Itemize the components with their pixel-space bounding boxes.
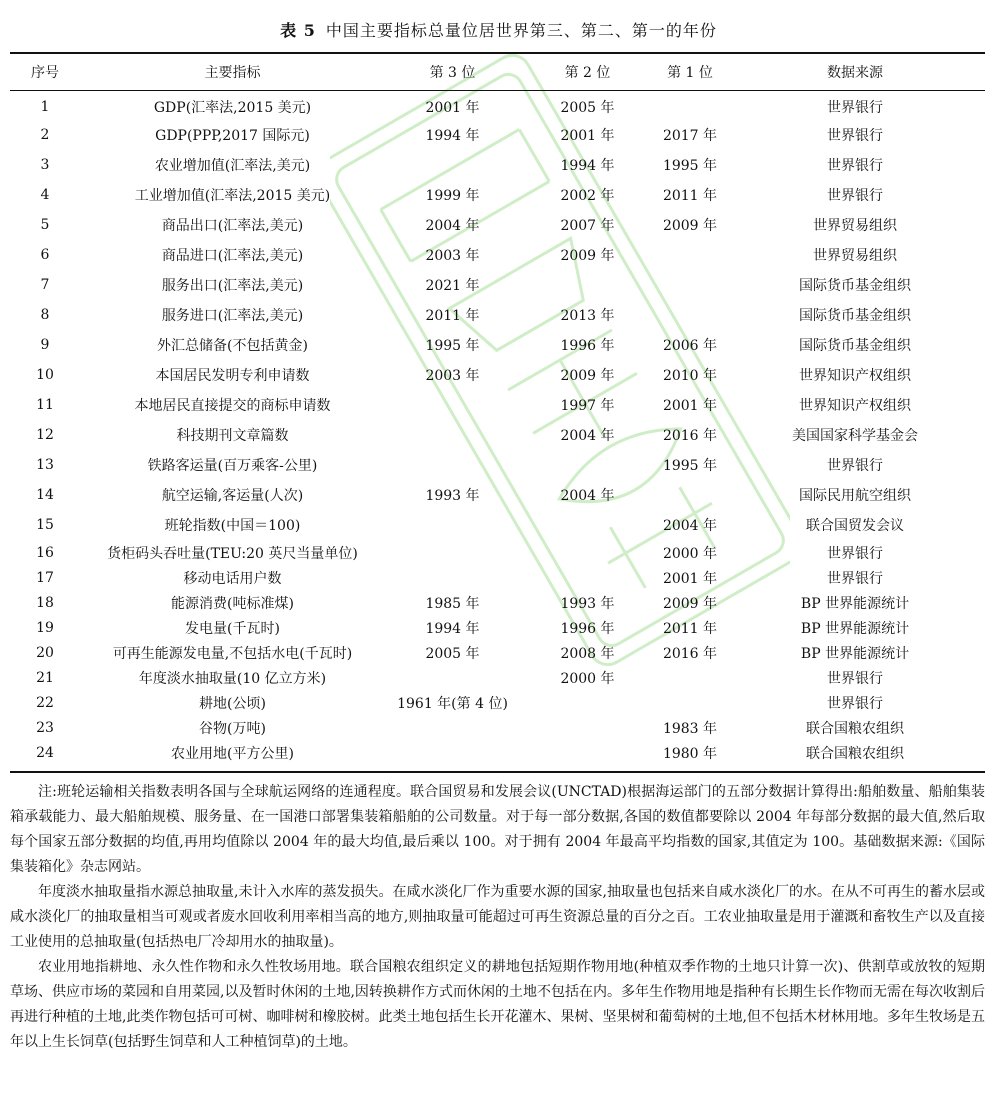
cell-indicator: 年度淡水抽取量(10 亿立方米)	[138, 670, 327, 687]
cell-second	[520, 690, 655, 715]
cell-first: 2016 年	[662, 645, 718, 662]
cell-third: 2003 年	[425, 368, 480, 384]
indicator-table	[10, 54, 985, 765]
cell-third: 2001 年	[425, 100, 480, 116]
cell-second: 2007 年	[560, 218, 615, 234]
cell-no: 24	[36, 744, 54, 761]
cell-first: 2001 年	[662, 570, 718, 587]
cell-source: 世界银行	[827, 695, 883, 712]
table-row	[10, 150, 985, 180]
cell-third: 1995 年	[425, 338, 480, 354]
cell-source: 世界银行	[827, 670, 883, 687]
cell-third: 1994 年	[425, 620, 480, 637]
cell-source: 世界知识产权组织	[799, 368, 911, 384]
cell-source: BP 世界能源统计	[800, 645, 910, 662]
cell-first: 2000 年	[662, 545, 718, 562]
cell-source: 国际货币基金组织	[799, 338, 911, 354]
cell-indicator: 服务出口(汇率法,美元)	[161, 278, 304, 294]
cell-third	[385, 565, 520, 590]
table-row	[10, 120, 985, 150]
table-row	[10, 450, 985, 480]
cell-indicator: 谷物(万吨)	[199, 720, 266, 737]
table-caption	[0, 18, 997, 41]
cell-indicator: 工业增加值(汇率法,2015 美元)	[134, 188, 331, 204]
cell-third	[385, 150, 520, 180]
cell-first	[655, 270, 725, 300]
table-row	[10, 640, 985, 665]
cell-no: 7	[40, 277, 50, 293]
cell-no: 9	[40, 337, 50, 353]
table-row	[10, 480, 985, 510]
cell-second	[520, 740, 655, 765]
cell-first: 2006 年	[662, 338, 718, 354]
cell-second	[520, 450, 655, 480]
cell-second: 1996 年	[560, 620, 615, 637]
cell-second: 2000 年	[560, 670, 615, 687]
cell-no: 15	[36, 517, 54, 533]
cell-third	[385, 390, 520, 420]
cell-first	[655, 240, 725, 270]
note-paragraph: 年度淡水抽取量指水源总抽取量,未计入水库的蒸发损失。在咸水淡化厂作为重要水源的国家,抽取量也包括来自咸水淡化厂的水。在从不可再生的蓄水层或咸水淡化厂的抽取量相当可观或者废水回收利用率相当高的地方,则抽取量可能超过可再生资源总量的百分之百。工农业抽取量是用于灌溉和畜牧生产以及直接工业使用的总抽取量(包括热电厂冷却用水的抽取量)。	[10, 884, 985, 950]
header-row	[10, 54, 985, 90]
cell-second: 1996 年	[560, 338, 615, 354]
cell-no: 22	[36, 694, 54, 711]
table-row	[10, 330, 985, 360]
cell-indicator: 货柜码头吞吐量(TEU:20 英尺当量单位)	[107, 545, 358, 562]
cell-source: 联合国粮农组织	[806, 720, 904, 737]
table-row	[10, 420, 985, 450]
table-row	[10, 540, 985, 565]
table-title: 中国主要指标总量位居世界第三、第二、第一的年份	[325, 21, 717, 40]
header-indicator: 主要指标	[204, 65, 261, 81]
cell-third: 2003 年	[425, 248, 480, 264]
cell-indicator: 耕地(公顷)	[199, 695, 266, 712]
cell-first: 1995 年	[662, 158, 718, 174]
cell-no: 5	[40, 217, 50, 233]
table-row	[10, 360, 985, 390]
cell-second: 2002 年	[560, 188, 615, 204]
table-row	[10, 565, 985, 590]
cell-third: 1999 年	[425, 188, 480, 204]
cell-third: 2011 年	[425, 308, 480, 324]
cell-third: 2021 年	[425, 278, 480, 294]
cell-third: 1985 年	[425, 595, 480, 612]
cell-no: 23	[36, 719, 54, 736]
cell-first: 2004 年	[662, 518, 718, 534]
cell-first: 2011 年	[662, 620, 718, 637]
cell-indicator: 本地居民直接提交的商标申请数	[134, 398, 331, 414]
cell-source: 世界银行	[827, 100, 883, 116]
bottom-rule	[10, 771, 985, 773]
cell-first: 2001 年	[662, 398, 718, 414]
cell-no: 1	[40, 99, 50, 115]
cell-indicator: 农业用地(平方公里)	[171, 745, 294, 762]
cell-no: 4	[40, 187, 50, 203]
cell-source: BP 世界能源统计	[800, 620, 910, 637]
cell-first: 2011 年	[662, 188, 718, 204]
cell-second: 2013 年	[560, 308, 615, 324]
cell-indicator: 科技期刊文章篇数	[176, 428, 289, 444]
cell-indicator: 本国居民发明专利申请数	[155, 368, 310, 384]
cell-no: 12	[36, 427, 54, 443]
cell-no: 20	[36, 644, 54, 661]
cell-source: 世界银行	[827, 158, 883, 174]
cell-indicator: 航空运输,客运量(人次)	[161, 488, 304, 504]
cell-first: 2010 年	[662, 368, 718, 384]
cell-third: 1961 年(第 4 位)	[397, 695, 508, 712]
cell-second: 1997 年	[560, 398, 615, 414]
cell-second: 2004 年	[560, 488, 615, 504]
cell-indicator: 农业增加值(汇率法,美元)	[154, 158, 311, 174]
cell-source: 世界银行	[827, 570, 883, 587]
cell-first: 2009 年	[662, 595, 718, 612]
cell-second: 1994 年	[560, 158, 615, 174]
cell-second	[520, 540, 655, 565]
cell-source: 国际货币基金组织	[799, 308, 911, 324]
header-source: 数据来源	[827, 65, 883, 81]
table-row	[10, 615, 985, 640]
cell-third: 2005 年	[425, 645, 480, 662]
cell-source: 世界银行	[827, 458, 883, 474]
cell-no: 10	[36, 367, 54, 383]
cell-third: 1994 年	[425, 128, 480, 144]
cell-first	[655, 690, 725, 715]
cell-third	[385, 665, 520, 690]
cell-indicator: 移动电话用户数	[183, 570, 282, 587]
cell-third: 2004 年	[425, 218, 480, 234]
cell-no: 3	[40, 157, 50, 173]
cell-second: 1993 年	[560, 595, 615, 612]
cell-first: 2016 年	[662, 428, 718, 444]
cell-indicator: 商品出口(汇率法,美元)	[161, 218, 304, 234]
table-number: 表 5	[280, 21, 316, 40]
cell-no: 2	[40, 127, 50, 143]
table-row	[10, 240, 985, 270]
cell-source: 世界贸易组织	[813, 248, 897, 264]
cell-first: 1995 年	[662, 458, 718, 474]
cell-no: 19	[36, 619, 54, 636]
cell-indicator: 铁路客运量(百万乘客-公里)	[147, 458, 318, 474]
header-second: 第 2 位	[564, 65, 611, 81]
cell-no: 18	[36, 594, 54, 611]
cell-no: 13	[36, 457, 54, 473]
cell-third	[385, 740, 520, 765]
cell-no: 11	[36, 397, 54, 413]
cell-source: 国际货币基金组织	[799, 278, 911, 294]
cell-second	[520, 270, 655, 300]
cell-second	[520, 510, 655, 540]
cell-source: 联合国粮农组织	[806, 745, 904, 762]
cell-no: 21	[36, 669, 54, 686]
cell-first	[655, 480, 725, 510]
cell-second	[520, 565, 655, 590]
cell-source: 世界贸易组织	[813, 218, 897, 234]
header-third: 第 3 位	[429, 65, 476, 81]
table-row	[10, 90, 985, 120]
table-row	[10, 300, 985, 330]
cell-second: 2001 年	[560, 128, 615, 144]
cell-third	[385, 510, 520, 540]
cell-first: 1983 年	[662, 720, 718, 737]
table-row	[10, 665, 985, 690]
cell-third	[385, 540, 520, 565]
cell-first	[655, 90, 725, 120]
cell-third	[385, 420, 520, 450]
cell-indicator: 班轮指数(中国＝100)	[164, 518, 301, 534]
table-row	[10, 180, 985, 210]
cell-source: BP 世界能源统计	[800, 595, 910, 612]
table-row	[10, 740, 985, 765]
cell-source: 世界银行	[827, 188, 883, 204]
header-no: 序号	[31, 65, 59, 81]
cell-first: 2009 年	[662, 218, 718, 234]
cell-second: 2009 年	[560, 248, 615, 264]
table-row	[10, 590, 985, 615]
cell-second: 2008 年	[560, 645, 615, 662]
cell-first	[655, 665, 725, 690]
cell-no: 17	[36, 569, 54, 586]
cell-indicator: GDP(PPP,2017 国际元)	[155, 128, 310, 144]
table-row	[10, 390, 985, 420]
cell-first	[655, 300, 725, 330]
note-paragraph: 注:班轮运输相关指数表明各国与全球航运网络的连通程度。联合国贸易和发展会议(UNCTAD)根据海运部门的五部分数据计算得出:船舶数量、船舶集装箱承载能力、最大船舶规模、服务量、在一国港口部署集装箱船舶的公司数量。对于每一部分数据,各国的数值都要除以 2004 年每部分数据的最大值,然后取每个国家五部分数据的均值,再用均值除以 2004 年的最大均值,最后乘以 100。对于拥有 2004 年最高平均指数的国家,其值定为 100。基础数据来源:《国际集装箱化》杂志网站。	[10, 784, 985, 875]
cell-second: 2009 年	[560, 368, 615, 384]
table-row	[10, 270, 985, 300]
notes	[10, 780, 985, 1055]
cell-source: 世界银行	[827, 545, 883, 562]
table-row	[10, 715, 985, 740]
cell-no: 16	[36, 544, 54, 561]
cell-indicator: 外汇总储备(不包括黄金)	[157, 338, 308, 354]
note-paragraph: 农业用地指耕地、永久性作物和永久性牧场用地。联合国粮农组织定义的耕地包括短期作物用地(种植双季作物的土地只计算一次)、供割草或放牧的短期草场、供应市场的菜园和自用菜园,以及暂时休闲的土地,因转换耕作方式而休闲的土地不包括在内。多年生作物用地是指种有长期生长作物而无需在每次收割后再进行种植的土地,此类作物包括可可树、咖啡树和橡胶树。此类土地包括生长开花灌木、果树、坚果树和葡萄树的土地,但不包括木材林用地。多年生牧场是五年以上生长饲草(包括野生饲草和人工种植饲草)的土地。	[10, 959, 985, 1050]
cell-source: 联合国贸发会议	[806, 518, 904, 534]
cell-second: 2005 年	[560, 100, 615, 116]
cell-first: 2017 年	[662, 128, 718, 144]
cell-second: 2004 年	[560, 428, 615, 444]
cell-source: 国际民用航空组织	[799, 488, 911, 504]
cell-indicator: 发电量(千瓦时)	[185, 620, 280, 637]
cell-indicator: 能源消费(吨标准煤)	[171, 595, 294, 612]
cell-no: 8	[40, 307, 50, 323]
cell-indicator: 可再生能源发电量,不包括水电(千瓦时)	[112, 645, 353, 662]
cell-first: 1980 年	[662, 745, 718, 762]
header-first: 第 1 位	[667, 65, 713, 81]
cell-indicator: 服务进口(汇率法,美元)	[161, 308, 304, 324]
cell-indicator: GDP(汇率法,2015 美元)	[153, 100, 312, 116]
cell-no: 14	[36, 487, 54, 503]
cell-third	[385, 450, 520, 480]
table-row	[10, 210, 985, 240]
cell-third: 1993 年	[425, 488, 480, 504]
cell-third	[385, 715, 520, 740]
cell-source: 世界知识产权组织	[799, 398, 911, 414]
cell-source: 世界银行	[827, 128, 883, 144]
table-row	[10, 690, 985, 715]
cell-source: 美国国家科学基金会	[792, 428, 918, 444]
table-row	[10, 510, 985, 540]
cell-indicator: 商品进口(汇率法,美元)	[161, 248, 304, 264]
cell-second	[520, 715, 655, 740]
cell-no: 6	[40, 247, 50, 263]
